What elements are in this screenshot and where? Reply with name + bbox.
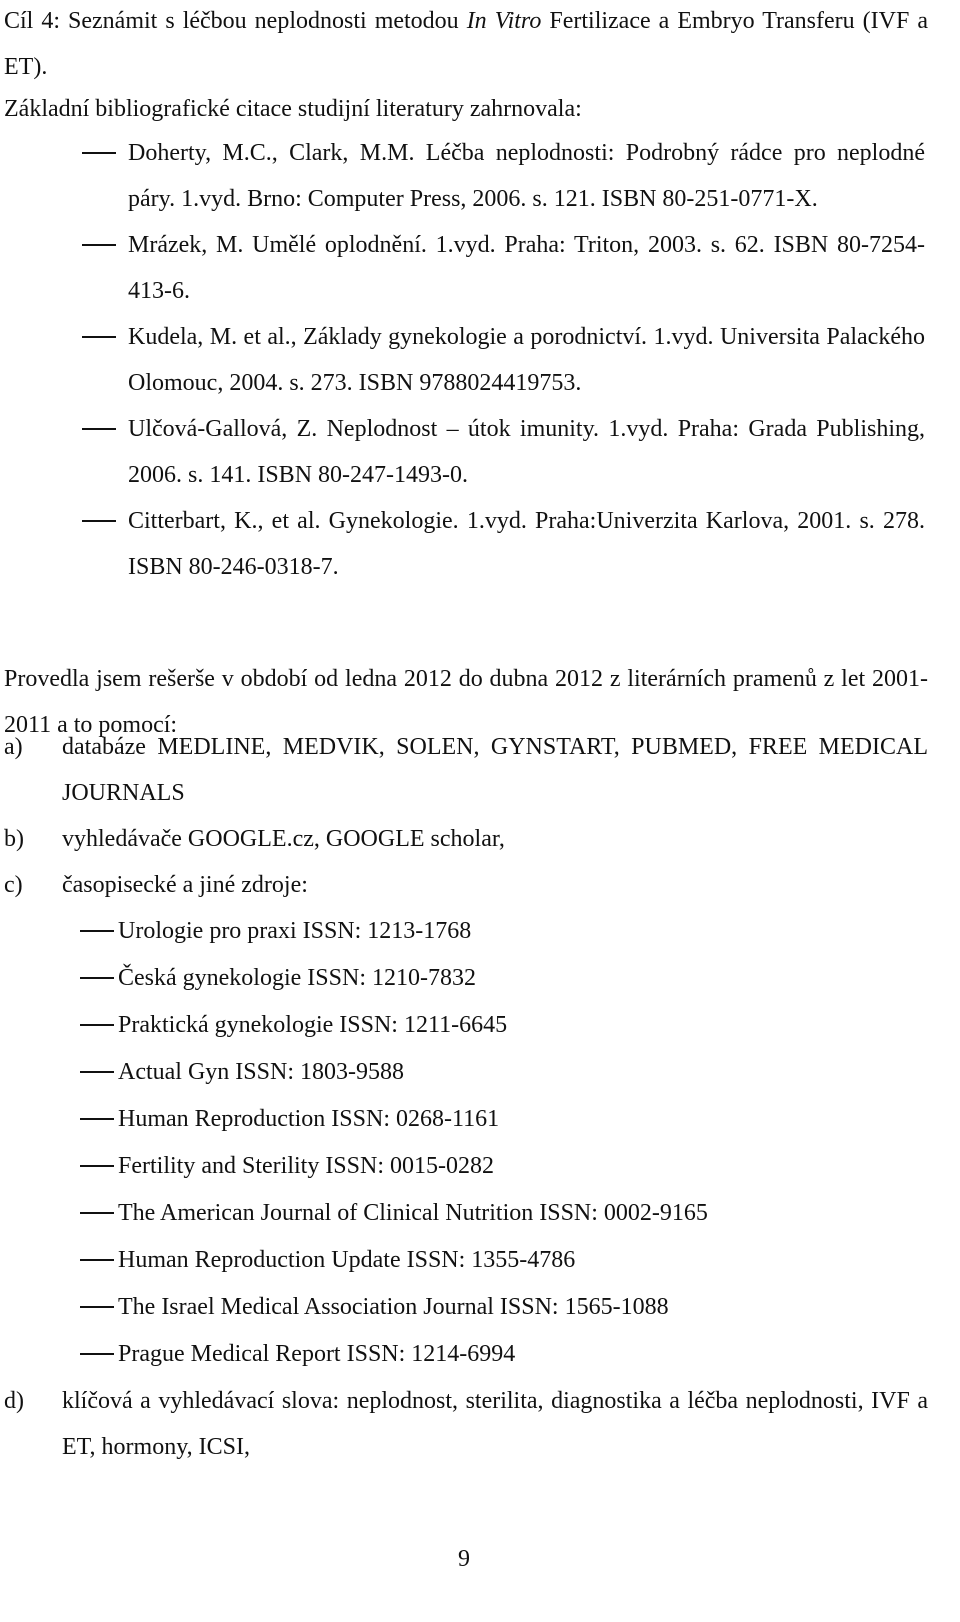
journal-text: Human Reproduction ISSN: 0268-1161 xyxy=(118,1106,500,1132)
source-text: klíčová a vyhledávací slova: neplodnost, sterilita, diagnostika a léčba neplodnosti, IVF a ET, hormony, ICSI, xyxy=(62,1388,928,1460)
journal-text: Prague Medical Report ISSN: 1214-6994 xyxy=(118,1341,516,1367)
reference-text: Ulčová-Gallová, Z. Neplodnost – útok imunity. 1.vyd. Praha: Grada Publishing, 2006. s. 141. ISBN 80-247-1493-0. xyxy=(128,416,925,488)
journal-item xyxy=(0,1002,960,1049)
dash-bullet xyxy=(80,1165,114,1167)
journal-item xyxy=(0,908,960,955)
search-paragraph: Provedla jsem rešerše v období od ledna 2012 do dubna 2012 z literárních pramenů z let 2001-2011 a to pomocí: xyxy=(4,666,928,738)
journal-item xyxy=(0,1284,960,1331)
dash-bullet xyxy=(80,1212,114,1214)
journal-text: Human Reproduction Update ISSN: 1355-4786 xyxy=(118,1247,576,1273)
journal-item xyxy=(0,1237,960,1284)
list-marker: a) xyxy=(4,734,23,760)
dash-bullet xyxy=(80,1024,114,1026)
dash-bullet xyxy=(80,1118,114,1120)
reference-text: Mrázek, M. Umělé oplodnění. 1.vyd. Praha: Triton, 2003. s. 62. ISBN 80-7254-413-6. xyxy=(128,232,925,304)
dash-bullet xyxy=(80,1306,114,1308)
journal-text: Praktická gynekologie ISSN: 1211-6645 xyxy=(118,1012,508,1038)
dash-bullet xyxy=(80,930,114,932)
reference-item xyxy=(0,498,925,590)
journal-item xyxy=(0,955,960,1002)
dash-bullet xyxy=(82,152,116,154)
dash-bullet xyxy=(80,977,114,979)
list-marker: c) xyxy=(4,872,23,898)
journal-list xyxy=(0,908,960,1378)
dash-bullet xyxy=(80,1353,114,1355)
reference-text: Kudela, M. et al., Základy gynekologie a porodnictví. 1.vyd. Universita Palackého Olomouc, 2004. s. 273. ISBN 9788024419753. xyxy=(128,324,925,396)
goal-suffix: Fertilizace a Embryo Transferu (IVF a ET). xyxy=(4,8,928,80)
goal-heading xyxy=(4,0,928,90)
journal-text: Fertility and Sterility ISSN: 0015-0282 xyxy=(118,1153,494,1179)
list-marker: d) xyxy=(4,1388,24,1414)
dash-bullet xyxy=(80,1259,114,1261)
dash-bullet xyxy=(80,1071,114,1073)
reference-item xyxy=(0,130,925,222)
goal-italic: In Vitro xyxy=(466,8,542,34)
reference-item xyxy=(0,314,925,406)
reference-text: Doherty, M.C., Clark, M.M. Léčba neplodnosti: Podrobný rádce pro neplodné páry. 1.vyd. Brno: Computer Press, 2006. s. 121. ISBN 80-251-0771-X. xyxy=(128,140,925,212)
journal-text: Česká gynekologie ISSN: 1210-7832 xyxy=(118,965,476,991)
journal-text: The American Journal of Clinical Nutrition ISSN: 0002-9165 xyxy=(118,1200,708,1226)
list-marker: b) xyxy=(4,826,24,852)
reference-text: Citterbart, K., et al. Gynekologie. 1.vyd. Praha:Univerzita Karlova, 2001. s. 278. ISBN 80-246-0318-7. xyxy=(128,508,925,580)
journal-text: Urologie pro praxi ISSN: 1213-1768 xyxy=(118,918,472,944)
dash-bullet xyxy=(82,336,116,338)
page-number: 9 xyxy=(458,1546,470,1572)
dash-bullet xyxy=(82,244,116,246)
reference-item xyxy=(0,222,925,314)
source-text: databáze MEDLINE, MEDVIK, SOLEN, GYNSTART, PUBMED, FREE MEDICAL JOURNALS xyxy=(62,734,928,806)
journal-item xyxy=(0,1049,960,1096)
dash-bullet xyxy=(82,520,116,522)
journal-item xyxy=(0,1143,960,1190)
source-text: časopisecké a jiné zdroje: xyxy=(62,872,308,898)
dash-bullet xyxy=(82,428,116,430)
reference-list xyxy=(0,130,960,590)
journal-item xyxy=(0,1331,960,1378)
reference-item xyxy=(0,406,925,498)
source-text: vyhledávače GOOGLE.cz, GOOGLE scholar, xyxy=(62,826,505,852)
journal-text: Actual Gyn ISSN: 1803-9588 xyxy=(118,1059,404,1085)
goal-prefix: Cíl 4: Seznámit s léčbou neplodnosti metodou xyxy=(4,8,467,34)
journal-item xyxy=(0,1096,960,1143)
bibliography-intro: Základní bibliografické citace studijní literatury zahrnovala: xyxy=(4,96,582,122)
journal-item xyxy=(0,1190,960,1237)
journal-text: The Israel Medical Association Journal ISSN: 1565-1088 xyxy=(118,1294,669,1320)
